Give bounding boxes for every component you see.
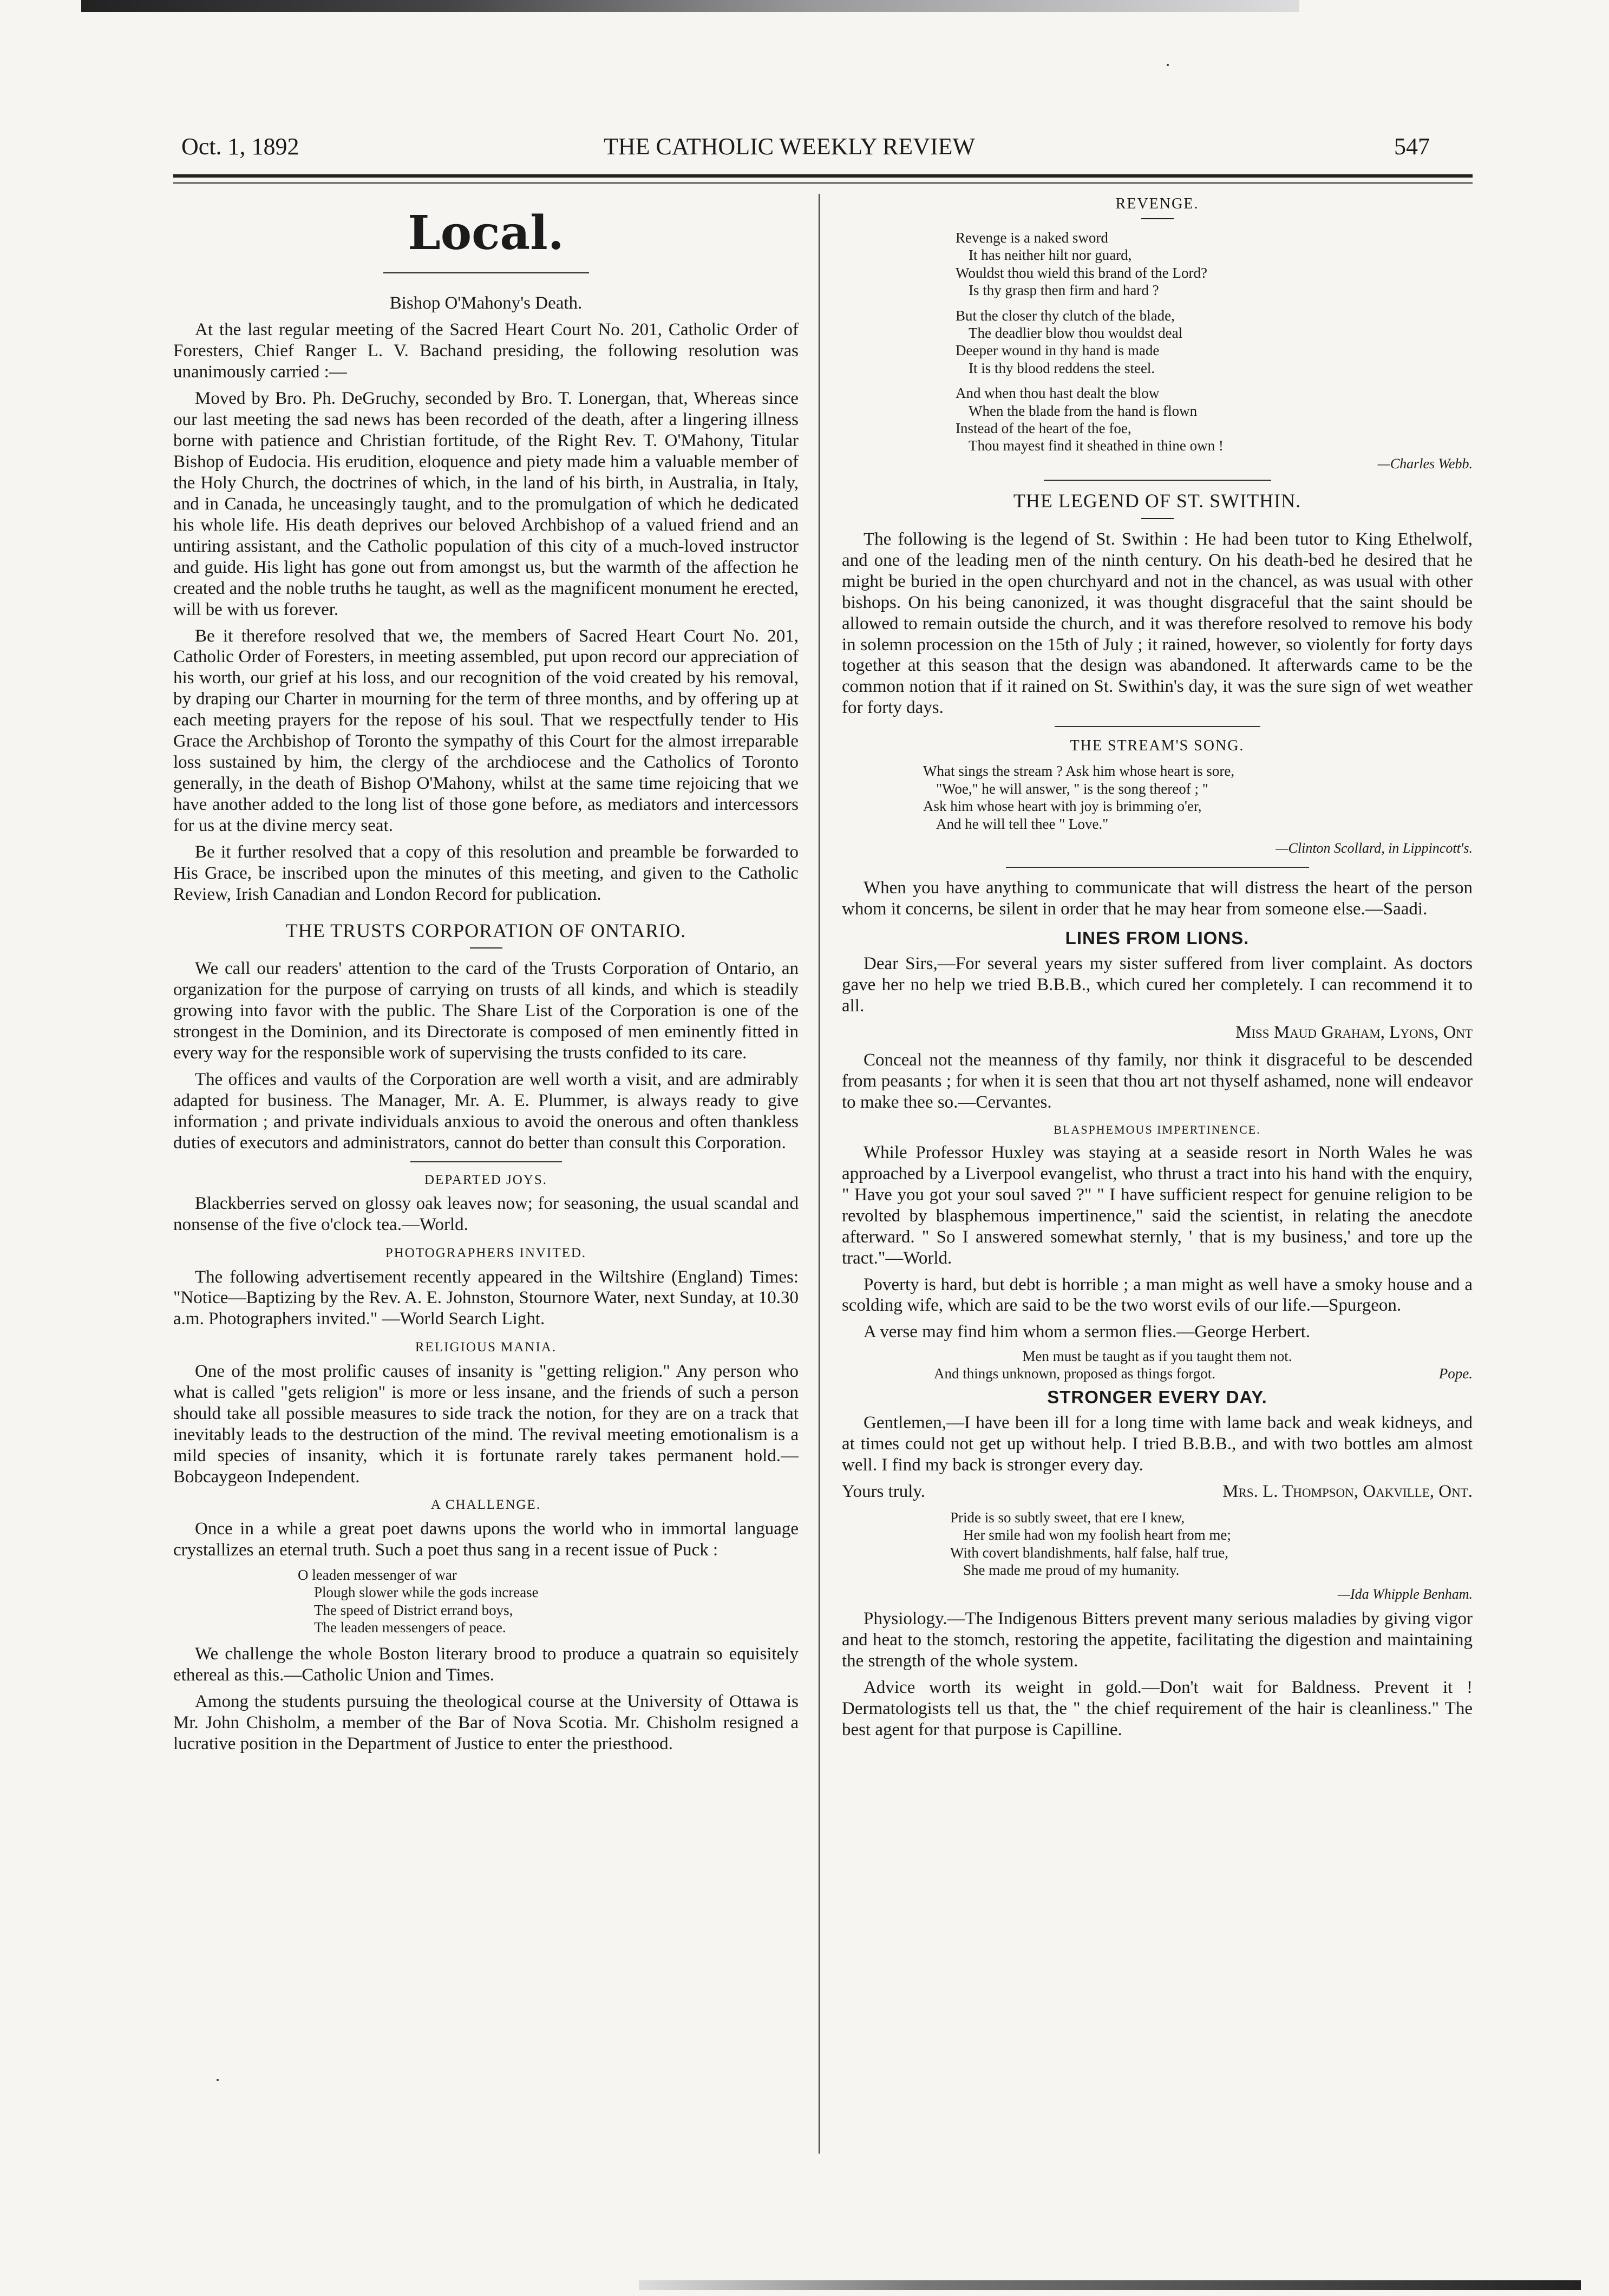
poem-pride xyxy=(842,1509,1473,1579)
poem-line: Thou mayest find it sheathed in thine own ! xyxy=(969,437,1224,454)
paragraph: Physiology.—The Indigenous Bitters prevent many serious maladies by giving vigor and heat to the stomch, restoring the appetite, facilitating the digestion and maintaining the strength of the whole system. xyxy=(842,1608,1473,1671)
section-rule xyxy=(383,272,589,273)
attribution: —Ida Whipple Benham. xyxy=(1337,1586,1473,1602)
poem-line: The deadlier blow thou wouldst deal xyxy=(969,324,1183,341)
article-heading-huxley: BLASPHEMOUS IMPERTINENCE. xyxy=(1054,1122,1261,1136)
paragraph: Be it therefore resolved that we, the members of Sacred Heart Court No. 201, Catholic Order of Foresters, in meeting assembled, put upon record our appreciation of his worth, our grief at his loss, and our recognition of the void created by his removal, by draping our Charter in mourning for the term of three months, and by offering up at each meeting prayers for the repose of his soul. That we respectfully tender to His Grace the Archbishop of Toronto the sympathy of this Court for the almost irreparable loss sustained by him, the clergy of the archdiocese and the Catholics of Toronto generally, in the death of Bishop O'Mahony, whilst at the same time rejoicing that we have another added to the long list of those gone before, as mediators and intercessors for us at the divine mercy seat. xyxy=(173,626,799,835)
paragraph: Blackberries served on glossy oak leaves now; for seasoning, the usual scandal and nonsense of the five o'clock tea.—World. xyxy=(173,1194,799,1235)
poem-line: When the blade from the hand is flown xyxy=(969,402,1198,419)
signature-row xyxy=(842,1481,1473,1502)
header-rule-thick xyxy=(173,174,1473,178)
paragraph: A verse may find him whom a sermon flies.—George Herbert. xyxy=(864,1322,1311,1342)
quote-pope xyxy=(842,1365,1473,1383)
separator-rule xyxy=(1055,726,1260,727)
poem-revenge-stanza-3 xyxy=(842,384,1473,455)
short-rule xyxy=(1141,518,1174,519)
poem-line: Revenge is a naked sword xyxy=(956,230,1108,246)
article-heading-stronger: STRONGER EVERY DAY. xyxy=(1047,1387,1267,1408)
poem-revenge-stanza-1 xyxy=(842,229,1473,299)
poem-line: With covert blandishments, half false, half true, xyxy=(950,1544,1229,1561)
paragraph: Moved by Bro. Ph. DeGruchy, seconded by Bro. T. Lonergan, that, Whereas since our last meeting the sad news has been recorded of the death, after a lingering illness borne with patience and Christian fortitude, of the Right Rev. T. O'Mahony, Titular Bishop of Eudocia. His erudition, eloquence and piety made him a valuable member of the Holy Church, the doctrines of which, in the land of his birth, in Australia, in Italy, and in Canada, he unceasingly taught, and to the promulgation of which he dedicated his whole life. His death deprives our beloved Archbishop of a valued friend and an untiring assistant, and the Catholic population of this city of a much-loved instructor and guide. His light has gone out from amongst us, but the warmth of the affection he created and the noble truths he taught, as well as the magnificent monument he erected, will be with us forever. xyxy=(173,389,799,619)
article-heading-revenge: REVENGE. xyxy=(1115,195,1199,212)
paragraph: Conceal not the meanness of thy family, nor think it disgraceful to be descended from peasants ; for when it is seen that thou art not thyself ashamed, none will endeavor to make thee so.—Cervantes. xyxy=(842,1050,1473,1112)
separator-rule xyxy=(410,1161,562,1162)
attribution: —Clinton Scollard, in Lippincott's. xyxy=(1276,840,1473,856)
attribution: Pope. xyxy=(1438,1365,1473,1382)
paragraph: When you have anything to communicate that will distress the heart of the person whom it concerns, be silent in order that he may hear from someone else.—Saadi. xyxy=(842,878,1473,919)
poem-line: Wouldst thou wield this brand of the Lord? xyxy=(956,264,1207,281)
short-rule xyxy=(1141,218,1174,219)
paragraph: Gentlemen,—I have been ill for a long time with lame back and weak kidneys, and at times could not get up without help. I tried B.B.B., and with two bottles am almost well. I find my back is stronger every day. xyxy=(842,1412,1473,1475)
running-head xyxy=(181,133,1459,171)
poem-line: Is thy grasp then firm and hard ? xyxy=(969,282,1159,299)
article-heading-departed: DEPARTED JOYS. xyxy=(424,1172,547,1187)
poem-line: What sings the stream ? Ask him whose heart is sore, xyxy=(923,763,1235,780)
paragraph: Once in a while a great poet dawns upons the world who in immortal language crystallizes an eternal truth. Such a poet thus sang in a recent issue of Puck : xyxy=(173,1519,799,1560)
signature: Miss Maud Graham, Lyons, Ont xyxy=(1235,1023,1473,1043)
attribution: —Charles Webb. xyxy=(1377,455,1473,472)
speck xyxy=(1167,64,1169,66)
poem-line: Deeper wound in thy hand is made xyxy=(956,342,1160,359)
article-heading-photographers: PHOTOGRAPHERS INVITED. xyxy=(385,1246,587,1260)
scan-edge-bottom xyxy=(639,2280,1581,2290)
page-number: 547 xyxy=(1394,133,1430,160)
left-column xyxy=(173,195,799,2252)
poem-line: And he will tell thee " Love." xyxy=(936,815,1109,832)
poem-line: But the closer thy clutch of the blade, xyxy=(956,307,1175,324)
article-heading-stream: THE STREAM'S SONG. xyxy=(1070,737,1245,755)
poem-stream xyxy=(842,762,1473,833)
paragraph: At the last regular meeting of the Sacred Heart Court No. 201, Catholic Order of Foresters, Chief Ranger L. V. Bachand presiding, the following resolution was unanimously carried :— xyxy=(173,320,799,382)
paragraph: Dear Sirs,—For several years my sister suffered from liver complaint. As doctors gave her no help we tried B.B.B., which cured her completely. I can recommend it to all. xyxy=(842,954,1473,1016)
quote-pope-line-2: And things unknown, proposed as things forgot. xyxy=(934,1365,1215,1382)
article-heading-omahony: Bishop O'Mahony's Death. xyxy=(389,293,583,313)
separator-rule xyxy=(1006,867,1309,868)
poem-line: The leaden messengers of peace. xyxy=(314,1619,506,1636)
poem-line: Instead of the heart of the foe, xyxy=(956,420,1131,436)
poem-line: Ask him whose heart with joy is brimming o'er, xyxy=(923,798,1202,815)
poem-line: It is thy blood reddens the steel. xyxy=(969,359,1155,376)
paragraph: Be it further resolved that a copy of this resolution and preamble be forwarded to His Grace, be inscribed upon the minutes of this meeting, and given to the Catholic Review, Irish Canadian and London Record for publication. xyxy=(173,842,799,904)
poem-line: And when thou hast dealt the blow xyxy=(956,385,1160,402)
column-divider xyxy=(819,194,820,2154)
issue-date: Oct. 1, 1892 xyxy=(181,133,299,160)
paragraph: The following is the legend of St. Swithin : He had been tutor to King Ethelwolf, and one of the leading men of the ninth century. On his death-bed he desired that he might be buried in the open churchyard and not in the chancel, as was usual with other bishops. On his being canonized, it was thought disgraceful that the saint should be allowed to remain outside the church, and it was therefore resolved to remove his body in solemn procession on the 15th of July ; it rained, however, so violently for forty days together at this season that the design was abandoned. It afterwards came to be the common notion that if it rained on St. Swithin's day, it was the sure sign of wet weather for forty days. xyxy=(842,529,1473,718)
poem-line: "Woe," he will answer, " is the song thereof ; " xyxy=(936,780,1208,797)
section-title-local: Local. xyxy=(408,206,564,260)
article-heading-swithin: THE LEGEND OF ST. SWITHIN. xyxy=(1013,490,1301,512)
poem-line: It has neither hilt nor guard, xyxy=(969,247,1132,264)
article-heading-lions: LINES FROM LIONS. xyxy=(1065,928,1250,949)
journal-title: THE CATHOLIC WEEKLY REVIEW xyxy=(604,133,976,160)
poem-line: The speed of District errand boys, xyxy=(314,1601,513,1618)
poem-line: Plough slower while the gods increase xyxy=(314,1584,539,1601)
poem-line: Pride is so subtly sweet, that ere I knew, xyxy=(950,1509,1185,1526)
paragraph: Advice worth its weight in gold.—Don't wait for Baldness. Prevent it ! Dermatologists tell us that, the " the chief requirement of the hair is cleanliness." The best agent for that purpose is Capilline. xyxy=(842,1677,1473,1739)
poem-line: O leaden messenger of war xyxy=(298,1566,457,1583)
separator-rule xyxy=(1044,480,1271,481)
paragraph: One of the most prolific causes of insanity is "getting religion." Any person who what is called "gets religion" is more or less insane, and the friends of such a person should take all possible measures to side track the notion, for they are on a track that inevitably leads to the destruction of the mind. The revival meeting emotionalism is a mild species of insanity, which it is fortunate rarely takes permanent hold.—Bobcaygeon Independent. xyxy=(173,1361,799,1487)
paragraph: We challenge the whole Boston literary brood to produce a quatrain so equisitely ethereal as this.—Catholic Union and Times. xyxy=(173,1644,799,1685)
paragraph: Among the students pursuing the theological course at the University of Ottawa is Mr. John Chisholm, a member of the Bar of Nova Scotia. Mr. Chisholm resigned a lucrative position in the Department of Justice to enter the priesthood. xyxy=(173,1692,799,1754)
quote-pope-line-1: Men must be taught as if you taught them not. xyxy=(1022,1348,1292,1365)
paragraph: While Professor Huxley was staying at a seaside resort in North Wales he was approached by a Liverpool evangelist, who thrust a tract into his hand with the enquiry, " Have you got your soul saved ?" " I have sufficient respect for genuine religion to be revolted by blasphemous impertinence," said the scientist, in relating the anecdote afterward. " So I answered somewhat sternly, ' that is my business,' and tore up the tract."—World. xyxy=(842,1142,1473,1268)
closing: Yours truly. xyxy=(842,1481,926,1501)
signature: Mrs. L. Thompson, Oakville, Ont. xyxy=(1222,1481,1473,1501)
poem-line: Her smile had won my foolish heart from me; xyxy=(963,1527,1231,1543)
paragraph: The following advertisement recently appeared in the Wiltshire (England) Times: "Notice—Baptizing by the Rev. A. E. Johnston, Stournore Water, next Sunday, at 10.30 a.m. Photographers invited." —World Search Light. xyxy=(173,1267,799,1329)
article-heading-challenge: A CHALLENGE. xyxy=(430,1497,541,1513)
poem-revenge-stanza-2 xyxy=(842,307,1473,377)
paragraph: Poverty is hard, but debt is horrible ; a man might as well have a smoky house and a scolding wife, which are said to be the two worst evils of our life.—Spurgeon. xyxy=(842,1274,1473,1316)
paragraph: The offices and vaults of the Corporation are well worth a visit, and are admirably adapted for business. The Manager, Mr. A. E. Plummer, is always ready to give information ; and private individuals anxious to avoid the onerous and often thankless duties of executors and administrators, cannot do better than consult this Corporation. xyxy=(173,1069,799,1153)
short-rule xyxy=(470,947,502,949)
quatrain-puck xyxy=(173,1566,799,1637)
right-column xyxy=(842,195,1473,2252)
scan-edge-top xyxy=(81,0,1299,12)
header-rule-thin xyxy=(173,182,1473,184)
article-heading-mania: RELIGIOUS MANIA. xyxy=(415,1340,557,1355)
article-heading-trusts: THE TRUSTS CORPORATION OF ONTARIO. xyxy=(285,919,686,941)
paragraph: We call our readers' attention to the card of the Trusts Corporation of Ontario, an organization for the purpose of carrying on trusts of all kinds, and which is steadily growing into favor with the public. The Share List of the Corporation is one of the strongest in the Dominion, and its Directorate is composed of men eminently fitted in every way for the responsible work of supervising the trusts confided to its care. xyxy=(173,959,799,1063)
poem-line: She made me proud of my humanity. xyxy=(963,1561,1180,1578)
